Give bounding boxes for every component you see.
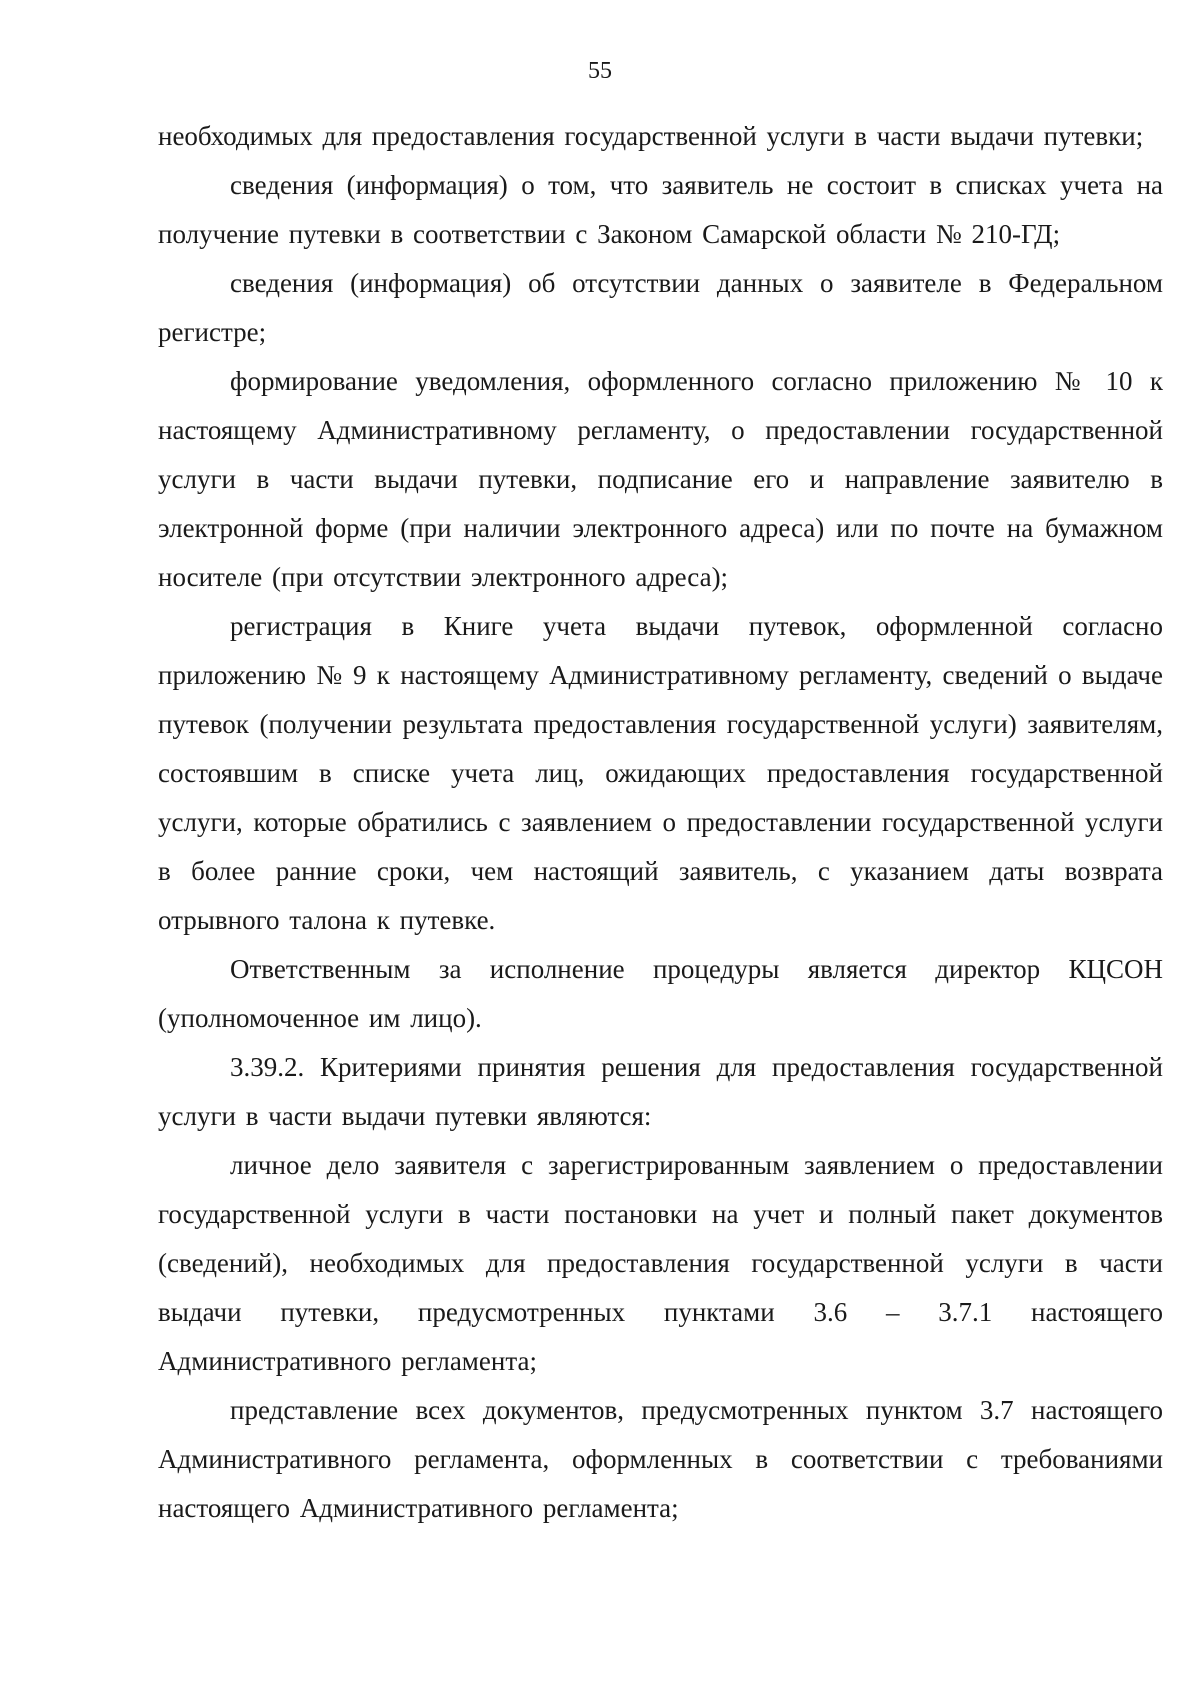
page-number: 55 (588, 58, 612, 84)
paragraph-personal-file: личное дело заявителя с зарегистрированным заявлением о предоставлении государственной услуги в части постановки на учет и полный пакет документов (сведений), необходимых для предоставления государственной услуги в части выдачи путевки, предусмотренных пунктами 3.6 – 3.7.1 настоящего Административного регламента; (158, 1150, 1163, 1376)
paragraph-documents-submission: представление всех документов, предусмотренных пунктом 3.7 настоящего Административного регламента, оформленных в соответствии с требованиями настоящего Административного регламента; (158, 1395, 1163, 1523)
paragraph-criteria-heading: 3.39.2. Критериями принятия решения для предоставления государственной услуги в части выдачи путевки являются: (158, 1052, 1163, 1131)
paragraph-registration: регистрация в Книге учета выдачи путевок, оформленной согласно приложению № 9 к настоящему Административному регламенту, сведений о выдаче путевок (получении результата предоставления государственной услуги) заявителям, состоявшим в списке учета лиц, ожидающих предоставления государственной услуги, которые обратились с заявлением о предоставлении государственной услуги в более ранние сроки, чем настоящий заявитель, с указанием даты возврата отрывного талона к путевке. (158, 611, 1163, 935)
paragraph-notification: формирование уведомления, оформленного согласно приложению № 10 к настоящему Административному регламенту, о предоставлении государственной услуги в части выдачи путевки, подписание его и направление заявителю в электронной форме (при наличии электронного адреса) или по почте на бумажном носителе (при отсутствии электронного адреса); (158, 366, 1163, 592)
paragraph-not-in-lists: сведения (информация) о том, что заявитель не состоит в списках учета на получение путевки в соответствии с Законом Самарской области № 210-ГД; (158, 170, 1163, 249)
paragraph-continuation: необходимых для предоставления государственной услуги в части выдачи путевки; (158, 121, 1144, 151)
paragraph-federal-register: сведения (информация) об отсутствии данных о заявителе в Федеральном регистре; (158, 268, 1163, 347)
document-body (158, 112, 1163, 1533)
paragraph-responsible: Ответственным за исполнение процедуры является директор КЦСОН (уполномоченное им лицо). (158, 954, 1163, 1033)
